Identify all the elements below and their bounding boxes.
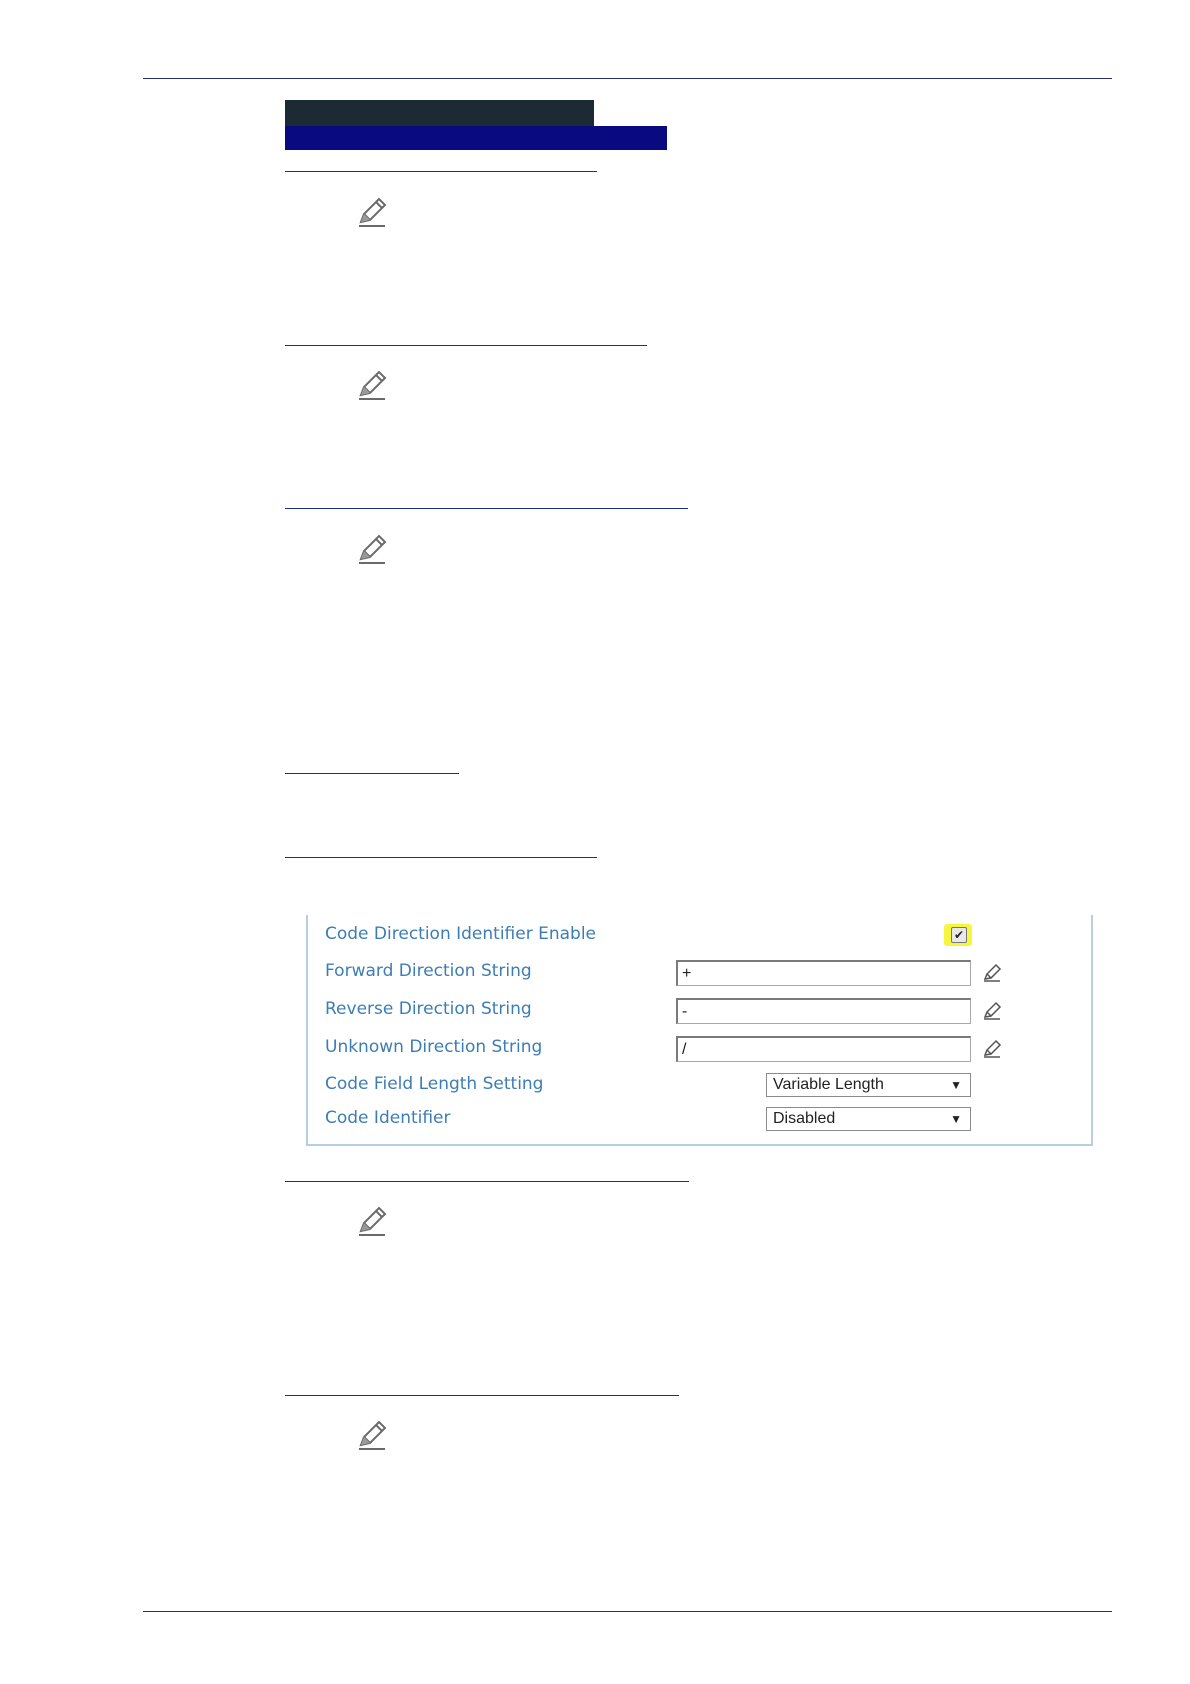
forward-direction-string-input[interactable]: + bbox=[676, 960, 971, 986]
section-underline bbox=[285, 345, 647, 346]
code-field-length-setting-select[interactable] bbox=[766, 1073, 971, 1097]
dropdown-arrow-icon: ▼ bbox=[950, 1078, 962, 1092]
code-field-length-setting-value: Variable Length bbox=[773, 1076, 884, 1093]
pencil-icon bbox=[355, 532, 389, 566]
dropdown-arrow-icon: ▼ bbox=[950, 1112, 962, 1126]
reverse-direction-string-label: Reverse Direction String bbox=[325, 999, 532, 1019]
pencil-icon bbox=[355, 195, 389, 229]
section-underline bbox=[285, 857, 597, 858]
pencil-icon[interactable] bbox=[982, 963, 1002, 983]
code-direction-identifier-enable-label: Code Direction Identifier Enable bbox=[325, 924, 597, 944]
code-identifier-select[interactable] bbox=[766, 1107, 971, 1131]
unknown-direction-string-label: Unknown Direction String bbox=[325, 1037, 543, 1057]
forward-direction-string-label: Forward Direction String bbox=[325, 961, 532, 981]
redacted-heading-bar bbox=[285, 100, 594, 126]
pencil-icon bbox=[355, 1204, 389, 1238]
check-icon: ✔ bbox=[951, 927, 967, 943]
unknown-direction-string-input[interactable]: / bbox=[676, 1036, 971, 1062]
code-field-length-setting-label: Code Field Length Setting bbox=[325, 1074, 544, 1094]
code-identifier-label: Code Identifier bbox=[325, 1108, 451, 1128]
section-underline bbox=[285, 171, 597, 172]
code-identifier-value: Disabled bbox=[773, 1110, 836, 1127]
footer-rule bbox=[143, 1611, 1112, 1612]
section-underline bbox=[285, 508, 688, 509]
pencil-icon bbox=[355, 1418, 389, 1452]
section-underline bbox=[285, 773, 459, 774]
pencil-icon bbox=[355, 368, 389, 402]
header-rule bbox=[143, 78, 1112, 79]
redacted-subheading-bar bbox=[285, 126, 667, 150]
reverse-direction-string-input[interactable]: - bbox=[676, 998, 971, 1024]
pencil-icon[interactable] bbox=[982, 1039, 1002, 1059]
code-direction-identifier-enable-checkbox[interactable] bbox=[944, 924, 972, 946]
section-underline bbox=[285, 1181, 689, 1182]
pencil-icon[interactable] bbox=[982, 1001, 1002, 1021]
section-underline bbox=[285, 1395, 679, 1396]
